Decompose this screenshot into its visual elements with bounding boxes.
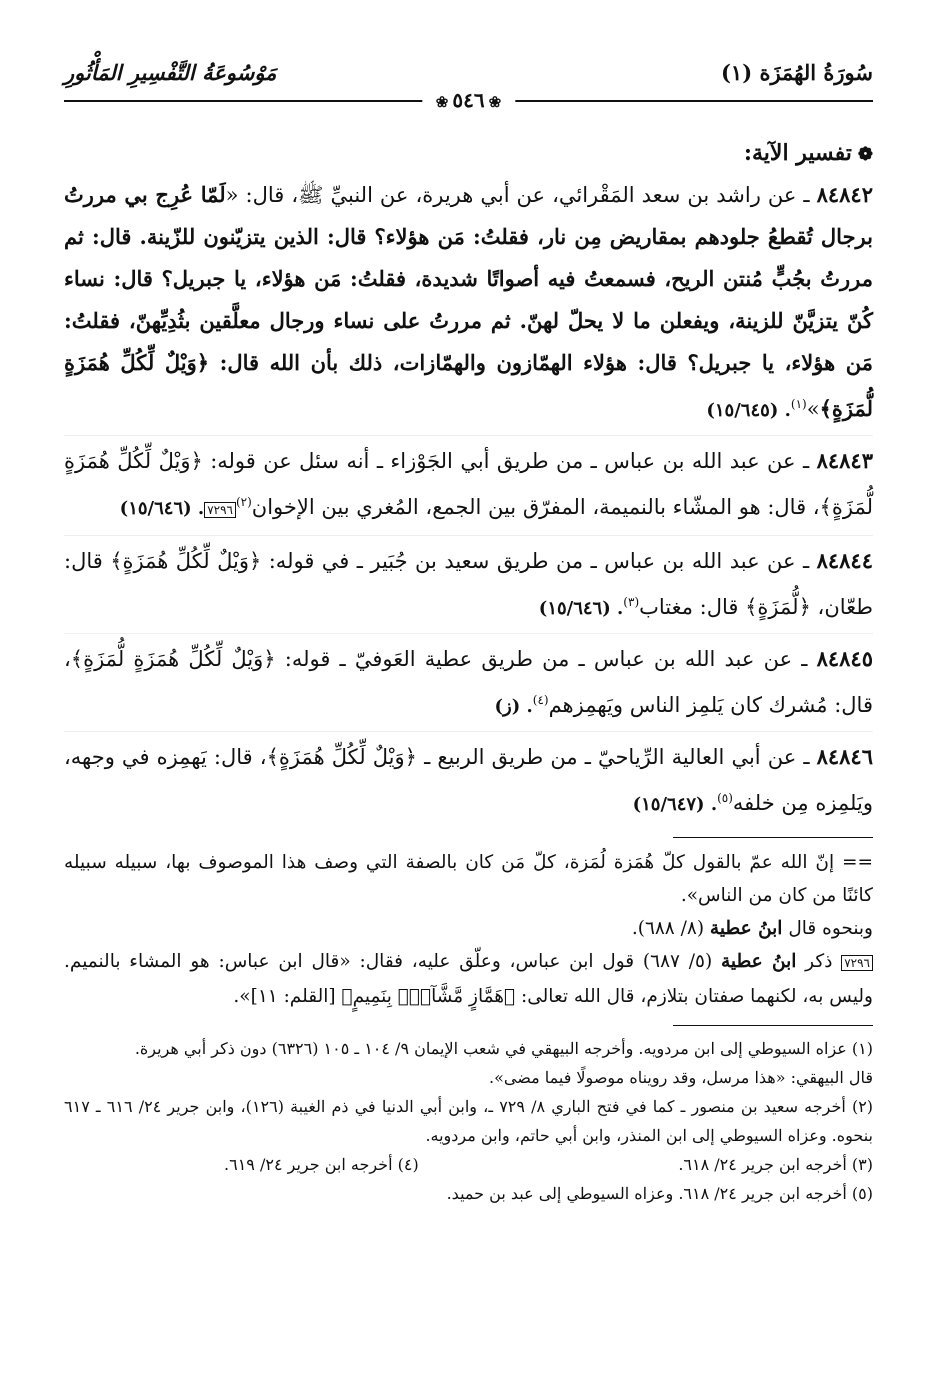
commentary-number: ٧٢٩٦ [841,955,873,971]
footnote-ref[interactable]: (٥) [717,791,733,805]
volume-ref: . (١٥/٦٤٦) [538,598,624,619]
footnote-ref[interactable]: (١) [790,397,807,411]
footnote: (٢) أخرجه سعيد بن منصور ـ كما في فتح الباري ٨/ ٧٢٩ ـ، وابن أبي الدنيا في ذم الغيبة (١٢٦)، وابن جرير ٢٤/ ٦١٦ ـ ٦١٧ بنحوه. وعزاه السيوطي إلى ابن المنذر، وابن أبي حاتم، وابن مردويه. [64,1097,874,1145]
footnote: (١) عزاه السيوطي إلى ابن مردويه. وأخرجه البيهقي في شعب الإيمان ٩/ ١٠٤ ـ ١٠٥ (٦٣٢٦) دون ذكر أبي هريرة. [134,1039,873,1058]
commentary-ref[interactable]: ٧٢٩٦ [204,502,236,518]
page-header [64,58,873,112]
book-title: مَوْسُوعَةُ التَّفْسِيرِ المَأْثُورِ [64,60,277,85]
footnote-row [64,1150,873,1179]
hadith-entry [64,731,873,825]
ornament-icon: ❀ [435,93,449,111]
ornament-icon: ❀ [488,93,502,111]
entry-text: ـ عن راشد بن سعد المَقْرائي، عن أبي هريرة، عن النبيِّ ﷺ، قال: « [225,183,817,207]
hadith-text: لَمّا عُرِج بي مررتُ برجال تُقطعُ جلودهم بمقاريض مِن نار، فقلتُ: مَن هؤلاء؟ قال: الذين يتزيّنون للزّينة. قال: ثم مررتُ بجُبٍّ مُنتن الريح، فسمعتُ فيه أصواتًا شديدة، فقلتُ: مَن هؤلاء، يا جبريل؟ قال: نساء كُنّ يتزيَّنّ للزينة، ويفعلن ما لا يحلّ لهنّ. ثم مررتُ على نساء ورجال معلَّقين بثُدِيِّهنّ، فقلتُ: مَن هؤلاء، يا جبريل؟ قال: هؤلاء الهمّازون والهمّازات، ذلك بأن الله قال: ﴿وَيْلٌ لِّكُلِّ هُمَزَةٍ لُّمَزَةٍ﴾ [64,182,873,421]
commentary-line: وبنحوه قال ابنُ عطية (٨/ ٦٨٨). [631,918,873,939]
footnote: قال البيهقي: «هذا مرسل، وقد رويناه موصولًا فيما مضى». [489,1068,873,1087]
volume-ref: . (ز) [494,696,533,717]
page-number: ❀٥٤٦❀ [422,88,515,112]
flower-icon: ❁ [857,144,873,165]
hadith-entry: ٨٤٨٤٢ ـ عن راشد بن سعد المَقْرائي، عن أبي هريرة، عن النبيِّ ﷺ، قال: «لَمّا عُرِج بي مررتُ برجال تُقطعُ جلودهم بمقاريض مِن نار، فقلتُ: مَن هؤلاء؟ قال: الذين يتزيّنون للزّينة. قال: ثم مررتُ بجُبٍّ مُنتن الريح، فسمعتُ فيه أصواتًا شديدة، فقلتُ: مَن هؤلاء، يا جبريل؟ قال: نساء كُنّ يتزيَّنّ للزينة، ويفعلن ما لا يحلّ لهنّ. ثم مررتُ على نساء ورجال معلَّقين بثُدِيِّهنّ، فقلتُ: مَن هؤلاء، يا جبريل؟ قال: هؤلاء الهمّازون والهمّازات، ذلك بأن الله قال: ﴿وَيْلٌ لِّكُلِّ هُمَزَةٍ لُّمَزَةٍ﴾»$^{(١)}$. (١٥/٦٤٥) [64,182,873,421]
page-content [64,140,873,1208]
hadith-entry [64,535,873,629]
footnote-ref[interactable]: (٣) [623,595,640,609]
volume-ref: . (١٥/٦٤٧) [632,794,718,815]
entry-text: ـ عن عبد الله بن عباس ـ من طريق عطية العَوفيّ ـ قوله: ﴿وَيْلٌ لِّكُلِّ هُمَزَةٍ لُّمَزَةٍ﴾، قال: مُشرك كان يَلمِز الناس ويَهمِزهم [64,647,873,717]
section-title: ❁تفسير الآية: [743,140,873,166]
entry-number: ٨٤٨٤٦ [816,744,873,769]
commentary-line: ٧٢٩٦ ذكر ابنُ عطية (٥/ ٦٨٧) قول ابن عباس، وعلّق عليه، فقال: «قال ابن عباس: هو المشاء بالنميم. وليس به، لكنهما صفتان بتلازم، قال الله تعالى: ﴿هَمَّازٍ مَّشَّآءِۭ بِنَمِيمٍ﴾ [القلم: ١١]». [64,951,873,1007]
entry-text: ـ عن عبد الله بن عباس ـ من طريق أبي الجَوْزاء ـ أنه سئل عن قوله: ﴿وَيْلٌ لِّكُلِّ هُمَزَةٍ لُّمَزَةٍ﴾، قال: هو المشّاء بالنميمة، المفرّق بين الجمع، المُغري بين الإخوان [64,449,873,519]
surah-title: سُورَةُ الهُمَزَة (١) [720,60,873,85]
commentary-line: == إنّ الله عمّ بالقول كلّ هُمَزة لُمَزة، كلّ مَن كان بالصفة التي وصف هذا الموصوف بها، سبيله سبيله كائنًا من كان من الناس». [64,852,873,906]
entry-text: ـ عن أبي العالية الرِّياحيّ ـ من طريق الربيع ـ ﴿وَيْلٌ لِّكُلِّ هُمَزَةٍ﴾، قال: يَهمِزه في وجهه، ويَلمِزه مِن خلفه [64,745,873,815]
entry-number: ٨٤٨٤٣ [816,448,873,473]
entry-number: ٨٤٨٤٢ [816,182,873,207]
volume-ref: . (١٥/٦٤٦) [119,498,205,519]
footnote-divider [673,1025,873,1026]
entry-number: ٨٤٨٤٥ [816,646,873,671]
footnote-ref[interactable]: (٤) [532,693,549,707]
entry-text: ـ عن عبد الله بن عباس ـ من طريق سعيد بن جُبَير ـ في قوله: ﴿وَيْلٌ لِّكُلِّ هُمَزَةٍ﴾ قال: طعّان، ﴿لُّمَزَةٍ﴾ قال: مغتاب [64,549,873,619]
footnotes-section [64,1034,873,1208]
footnote: (٤) أخرجه ابن جرير ٢٤/ ٦١٩. [224,1155,419,1174]
commentary-divider [673,837,873,838]
volume-ref: . (١٥/٦٤٥) [706,400,791,421]
hadith-entry [64,435,873,531]
footnote: (٣) أخرجه ابن جرير ٢٤/ ٦١٨. [678,1155,873,1174]
footnote: (٥) أخرجه ابن جرير ٢٤/ ٦١٨. وعزاه السيوطي إلى عبد بن حميد. [446,1184,873,1203]
entry-number: ٨٤٨٤٤ [816,548,873,573]
footnote-ref[interactable]: (٢) [235,495,252,509]
hadith-entry [64,633,873,727]
commentary-section [64,846,873,1013]
